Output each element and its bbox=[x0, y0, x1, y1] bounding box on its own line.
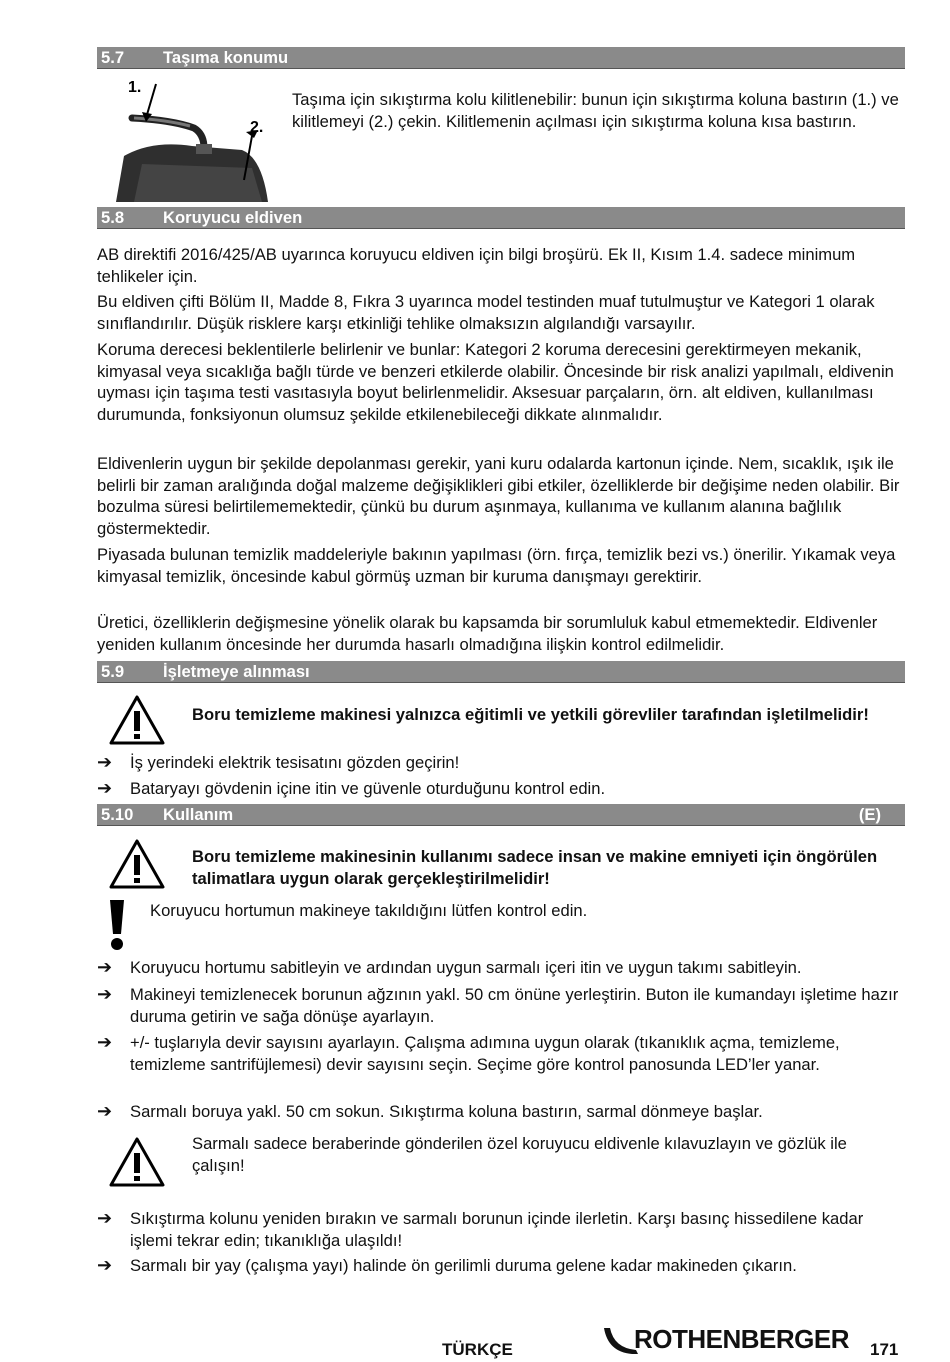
footer-language: TÜRKÇE bbox=[442, 1340, 513, 1359]
s58-paragraph: Eldivenlerin uygun bir şekilde depolanması gerekir, yani kuru odalarda kartonun içinde. Nem, sıcaklık, ışık ile belirli bir zaman aralığında doğal malzeme değişiklikleri gibi etkiler, özelliklerde bir değişime neden olabilir. Bir bozulma süresi belirtilememektedir, çünkü bu durum aşınmaya, kullanıma ve kullanım alanına bağlılık göstermektedir. bbox=[97, 454, 900, 538]
list-item: Sarmalı boruya yakl. 50 cm sokun. Sıkıştırma koluna bastırın, sarmal dönmeye başlar. bbox=[130, 1102, 763, 1121]
section-number: 5.7 bbox=[101, 48, 125, 67]
arrow-right-icon: ➔ bbox=[97, 984, 113, 1004]
arrow-right-icon: ➔ bbox=[97, 957, 113, 977]
arrow-right-icon: ➔ bbox=[97, 1032, 113, 1052]
warning-triangle-icon bbox=[108, 1136, 166, 1188]
section-title: İşletmeye alınması bbox=[163, 662, 310, 681]
brand-name: ROTHENBERGER bbox=[634, 1324, 850, 1354]
arrow-right-icon: ➔ bbox=[97, 1255, 113, 1275]
s59-warning-text: Boru temizleme makinesi yalnızca eğitimli ve yetkili görevliler tarafından işletilmelidir! bbox=[192, 705, 869, 724]
list-item: Sıkıştırma kolunu yeniden bırakın ve sarmalı borunun içinde ilerletin. Karşı basınç hissedilene kadar işlemi tekrar edin; tıkanıklığa ulaşıldı! bbox=[130, 1209, 864, 1250]
list-item: +/- tuşlarıyla devir sayısını ayarlayın. Çalışma adımına uygun olarak (tıkanıklık açma, temizleme, temizleme santrifüjlemesi) devir sayısını seçin. Seçime göre kontrol panosunda LED’ler yanar. bbox=[130, 1033, 840, 1074]
s58-paragraph: AB direktifi 2016/425/AB uyarınca koruyucu eldiven için bilgi broşürü. Ek II, Kısım 1.4. sadece minimum tehlikeler için. bbox=[97, 245, 856, 286]
section-number: 5.9 bbox=[101, 662, 125, 681]
warning-triangle-icon bbox=[108, 694, 166, 746]
section-title: Kullanım bbox=[163, 805, 234, 824]
transport-position-figure bbox=[112, 78, 272, 202]
section-tag: (E) bbox=[858, 805, 881, 824]
figure-label-1: 1. bbox=[128, 79, 142, 96]
s58-paragraph: Üretici, özelliklerin değişmesine yönelik olarak bu kapsamda bir sorumluluk kabul etmemektedir. Eldivenler yeniden kullanım öncesinde her durumda hasarlı olmadığına ilişkin kontrol edilmelidir. bbox=[97, 613, 878, 654]
list-item: Bataryayı gövdenin içine itin ve güvenle oturduğunu kontrol edin. bbox=[130, 779, 606, 798]
list-item: İş yerindeki elektrik tesisatını gözden geçirin! bbox=[130, 753, 460, 772]
list-item: Sarmalı bir yay (çalışma yayı) halinde ön gerilimli duruma gelene kadar makineden çıkarın. bbox=[130, 1256, 797, 1275]
s510-warning2-text: Sarmalı sadece beraberinde gönderilen özel koruyucu eldivenle kılavuzlayın ve gözlük ile çalışın! bbox=[192, 1134, 847, 1175]
warning-triangle-icon bbox=[108, 838, 166, 890]
s58-paragraph: Koruma derecesi beklentilerle belirlenir ve bunlar: Kategori 2 koruma derecesini gerektirmeyen mekanik, kimyasal veya sıcaklığa bağlı türde ve benzeri etkilerde olabilir. Öncesinde bir risk analizi yapılmalı, eldivenin uyması için taşıma testi vasıtasıyla boyut belirlenmelidir. Aksesuar parçaların, örn. alt eldiven, kullanılması durumunda, fonksiyonun olumsuz şekilde etkilenebileceği dikkate alınmalıdır. bbox=[97, 340, 894, 424]
page-number: 171 bbox=[870, 1340, 899, 1359]
s57-text: Taşıma için sıkıştırma kolu kilitlenebilir: bunun için sıkıştırma koluna bastırın (1.) ve kilitlemeyi (2.) çekin. Kilitlemenin açılması için sıkıştırma koluna kısa bastırın. bbox=[292, 90, 899, 131]
arrow-right-icon: ➔ bbox=[97, 778, 113, 798]
figure-label-2: 2. bbox=[250, 119, 264, 136]
arrow-right-icon: ➔ bbox=[97, 1208, 113, 1228]
section-header-5-8 bbox=[97, 207, 905, 229]
s58-paragraph: Piyasada bulunan temizlik maddeleriyle bakının yapılması (örn. fırça, temizlik bezi vs.) önerilir. Yıkamak veya kimyasal temizlik, öncesinde kabul görmüş uzman bir kuruma danışmayı gerektirir. bbox=[97, 545, 896, 586]
section-header-5-10 bbox=[97, 804, 905, 826]
s510-note-text: Koruyucu hortumun makineye takıldığını lütfen kontrol edin. bbox=[150, 901, 588, 920]
s510-warning-text: Boru temizleme makinesinin kullanımı sadece insan ve makine emniyeti için öngörülen talimatlara uygun olarak gerçekleştirilmelidir! bbox=[192, 847, 878, 888]
section-header-5-7 bbox=[97, 47, 905, 69]
section-number: 5.8 bbox=[101, 208, 125, 227]
section-number: 5.10 bbox=[101, 805, 134, 824]
section-header-5-9 bbox=[97, 661, 905, 683]
s58-paragraph: Bu eldiven çifti Bölüm II, Madde 8, Fıkra 3 uyarınca model testinden muaf tutulmuştur ve Kategori 1 olarak sınıflandırılır. Düşük risklere karşı etkinliği tehlike olmaksızın algılandığı varsayılır. bbox=[97, 292, 875, 333]
section-title: Koruyucu eldiven bbox=[163, 208, 303, 227]
arrow-right-icon: ➔ bbox=[97, 1101, 113, 1121]
exclamation-icon bbox=[106, 898, 128, 952]
rothenberger-logo bbox=[600, 1322, 850, 1358]
arrow-right-icon: ➔ bbox=[97, 752, 113, 772]
section-title: Taşıma konumu bbox=[163, 48, 289, 67]
list-item: Makineyi temizlenecek borunun ağzının yakl. 50 cm önüne yerleştirin. Buton ile kumandayı işletime hazır duruma getirin ve sağa dönüşe ayarlayın. bbox=[130, 985, 899, 1026]
list-item: Koruyucu hortumu sabitleyin ve ardından uygun sarmalı içeri itin ve uygun takımı sabitleyin. bbox=[130, 958, 802, 977]
